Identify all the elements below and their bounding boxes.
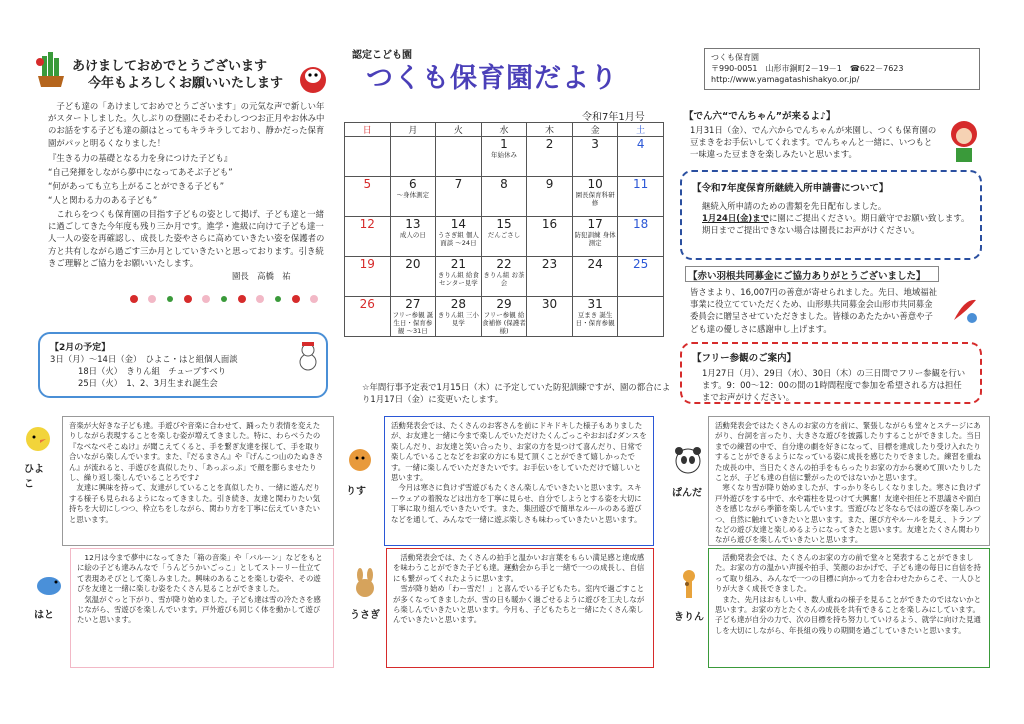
daruma-icon [298, 62, 328, 94]
greeting-line2: 今年もよろしくお願いいたします [88, 76, 284, 91]
class-text: 活動発表会では、たくさんのお客さんを前にドキドキした様子もありましたが、お友達と一緒に今まで楽しんでいただけたくんごっこやおおば♪ダンスを楽しんだり、お友達と笑い合ったり、お家の方を見つけて喜んだり、日常で楽しんでいることなどをお家の方にも見て頂くことができて嬉しかったです。一緒に楽しんでいただきたいです。お手伝いをしていただけで嬉しいと思います。 今月は寒さに負けず雪遊びもたくさん楽しんでいきたいと思います。スキーウェアの着脱などは出方を丁寧に見らせ、自分でしようとする姿を大切に丁寧に取り組んでいきたいです。また、集団遊びで簡単なルールのある遊びなどを通して、みんなで一緒に遊ぶ楽しさも味わっていきたいと思います。 [391, 421, 647, 524]
application-text-cont: に園にご提出ください。期日厳守でお願い致します。期日までご提出できない場合は園長にお声がけください。 [702, 213, 970, 236]
day-number: 22 [496, 257, 512, 271]
weekday-sat: 土 [618, 123, 664, 137]
class-hato-box [70, 548, 334, 668]
weekday-mon: 月 [390, 123, 436, 137]
calendar-day [618, 177, 664, 217]
motto-3: “人と関わる力のある子ども” [48, 195, 158, 205]
motto-title: 『生きる力の基礎となる力を身につけた子ども』 [48, 153, 233, 163]
class-text: 12月は今まで夢中になってきた「箱の音楽」や「バルーン」などをもとに絵の子ども達みんなで「うんどうかいごっこ」としてストーリー仕立てて表現あそびとして楽しみました。興味のあることを楽しむ姿や、その遊びを友達と一緒に楽しむ姿をたくさん見ることができました。 気温がぐっと下がり、雪が降り始めました。子ども達は雪の冷たさを感じながら、雪遊びを楽しんでいます。戸外遊びも同じく体を動かして遊びたいと思います。 [77, 553, 323, 625]
calendar-day [527, 297, 573, 337]
calendar-day [572, 257, 618, 297]
school-name: つくも保育園 [711, 53, 759, 62]
calendar-week [345, 297, 664, 337]
address: 〒990-0051 山形市銅町2－19－1 [711, 64, 842, 73]
feb-schedule-item: 3日（月）～14日（金） ひよこ・はと組個人面談 [50, 354, 238, 364]
day-event: フリー参観 誕生日・保育参観 ～31日 [392, 311, 434, 335]
day-number: 27 [405, 297, 421, 311]
weekday-tue: 火 [436, 123, 482, 137]
day-number: 26 [359, 297, 375, 311]
day-number: 10 [587, 177, 603, 191]
dendenchan-mascot-icon [944, 118, 984, 168]
header-subtitle: 認定こども園 [352, 50, 412, 61]
feb-schedule-title: 【2月の予定】 [50, 343, 111, 353]
calendar-day [572, 137, 618, 177]
class-risu-box [384, 416, 654, 546]
day-number: 13 [405, 217, 421, 231]
calendar [344, 122, 664, 337]
application-deadline: 1月24日(金)まで [702, 213, 770, 224]
weekday-fri: 金 [572, 123, 618, 137]
newsletter-title: つくも保育園だより [366, 63, 618, 94]
greeting [72, 58, 283, 92]
principal-name: 園長 高橋 祐 [232, 271, 291, 281]
day-number: 11 [633, 177, 649, 191]
day-number: 20 [405, 257, 421, 271]
day-number: 14 [450, 217, 467, 231]
greeting-line1: あけましておめでとうございます [72, 59, 268, 74]
class-usagi-box [386, 548, 654, 668]
dendenchan-text: 1月31日（金）、でん六からでんちゃんが来園し、つくも保育園の豆まきをお手伝いしてくれます。でんちゃんと一緒に、いつもと一味違った豆まきを楽しみたいと思います。 [690, 125, 937, 160]
class-text: 活動発表会では、たくさんの拍手と温かいお言葉をもらい満足感と達成感を味わうことができた子ども達。運動会から手と一緒で一つの成長し、自信にも繋がってくれたように思います。 雪が降り始め「わー雪だ！」と喜んでいる子どもたち。室内で過ごすことが多くなってきましたが、雪の日も暖かく過ごせるように遊びを工夫しながら楽しんでいきたいと思います。今月も、子どもたちと一緒にたくさん楽しんでいきたいと思います。 [393, 553, 645, 625]
calendar-day [481, 257, 527, 297]
day-number: 18 [633, 217, 649, 231]
calendar-day [527, 217, 573, 257]
class-text: 音楽が大好きな子ども達。手遊びや音楽に合わせて、踊ったり表情を変えたりしながら表現することを楽しむ姿が増えてきました。特に、わらべうたの『なべなべそこぬけ』が聞こえてくると、手を繋ぎ友達を探して、手を取り合いながら楽しんでいます。また、『だるまさん』や『げんこつ山のたぬきさん』が流れると、手遊びを真似したり、「あっぷっぷ」で顔を膨らませたりし、繰り返し楽しんでいることろです♪ 友達に興味を持って、友達がしていることを真似したり、一緒に遊んだりする様子も見られるようになってきました。引き続き、友達と関わりたい気持ちを大切にしつつ、枠立ちをしながら、関わり方を丁寧に伝えていきたいと思います。 [69, 421, 324, 524]
day-event: きりん組 三小見学 [437, 311, 479, 327]
calendar-day [345, 137, 391, 177]
day-event: 成人の日 [399, 231, 426, 239]
day-event: きりん組 給食センター見学 [437, 271, 479, 287]
free-visit-text: 1月27日（月）、29日（水）、30日（木）の三日間でフリー参観を行います。9：00～12：00の間の1時間程度で参加を希望される方は担任までお声がけください。 [702, 368, 966, 403]
class-hiyoko-mascot [24, 426, 52, 490]
calendar-day [345, 217, 391, 257]
contact-box [704, 48, 980, 90]
day-number: 15 [496, 217, 512, 231]
calendar-day [481, 177, 527, 217]
day-number: 1 [500, 137, 508, 151]
free-visit-title: 【フリー参観のご案内】 [692, 353, 797, 364]
flower-divider [128, 290, 328, 302]
calendar-week [345, 137, 664, 177]
day-number: 17 [587, 217, 603, 231]
day-event: うさぎ組 個人面談 ～24日 [437, 231, 479, 247]
day-number: 5 [363, 177, 372, 191]
application-notice-box [680, 170, 982, 260]
application-title: 【令和7年度保育所継続入所申請書について】 [692, 183, 889, 194]
day-number: 21 [450, 257, 467, 271]
calendar-day [390, 177, 436, 217]
calendar-day [481, 217, 527, 257]
intro-paragraph-1: 子ども達の「あけましておめでとうございます」の元気な声で新しい年がスタートしました。久しぶりの登園にそわそわしつつお正月やお休み中のお話をする子ども達の顔はとってもキラキラしており、静かだった保育園がパッと明るくなりました！ [48, 101, 325, 148]
motto-1: “自己発揮をしながら夢中になってあそぶ子ども” [48, 167, 233, 177]
day-event: 年始休み [490, 151, 517, 159]
class-usagi-mascot [350, 568, 382, 621]
feb-schedule-box [38, 332, 328, 398]
class-text: 活動発表会では、たくさんのお家の方の前で堂々と発表することができました。お家の方の温かい声援や拍手、笑顔のおかげで、子ども達の毎日に自信を持って取り組み、みんなで一つの目標に向かって力を合わせたからこそ、一人ひとりが大きく成長できました。 また、先月はおもしい中、数人重ねの様子を見ることができたのではないかと思います。お家の方とたくさんの成長を共有できることを楽しみにしています。子ども達が自分の力で、次の目標を持ち努力していけるよう、就学に向けた見通しを大切にしながら、年長組の残りの期間を過ごしていきたいと思います。 [715, 553, 982, 635]
calendar-day [436, 177, 482, 217]
dendenchan-title: 【でん六“でんちゃん”が来るよ♪】 [684, 111, 836, 122]
class-hiyoko-box [62, 416, 334, 546]
calendar-day [390, 137, 436, 177]
calendar-day [390, 297, 436, 337]
free-visit-box [680, 342, 982, 404]
calendar-day [436, 297, 482, 337]
calendar-day [527, 137, 573, 177]
calendar-day [527, 177, 573, 217]
day-number: 7 [454, 177, 463, 191]
class-name: ぱんだ [672, 488, 702, 499]
class-hato-mascot [34, 572, 66, 621]
day-number: 2 [545, 137, 554, 151]
calendar-day [345, 297, 391, 337]
calendar-week [345, 257, 664, 297]
day-event: きりん組 お茶会 [483, 271, 525, 287]
calendar-day [618, 137, 664, 177]
class-name: うさぎ [350, 610, 380, 621]
class-text: 活動発表会ではたくさんのお家の方を前に、緊張しながらも堂々とステージにあがり、台詞を言ったり、大きさな遊びを披露したりすることができました。当日までの練習の中で、自分達の劇を好きになって、目標を達成したり受け入れたりすることができるようになっている姿に成長を感じたりできました。練習を重ねた成長の中、当日たくさんの拍手をもらったりお家の方から褒めて頂いたりしたことが、子ども達の自信に繋がったのではないかと思います。 寒くなり雪が降り始めましたが、すっかり冬らしくなりました。寒さに負けず戸外遊びをする中で、水や霜柱を見つけて大興奮！友達や担任と不思議さや面白さを感じながら季節を楽しんでいます。雪遊びなど冬ならではの遊びを楽しみつつ、自然に触れていきたいと思います。また、運び方やルールを見え、トランプなどの遊び友達と楽しめるようになってきたと思います。友達とたくさん関わりながら遊びを楽しんでいきたいと思います。 [715, 421, 982, 545]
calendar-day [481, 137, 527, 177]
motto-2: “何があっても立ち上がることができる子ども” [48, 181, 225, 191]
calendar-day [527, 257, 573, 297]
calendar-day [572, 297, 618, 337]
class-name: りす [346, 486, 366, 497]
snowman-icon [296, 342, 320, 376]
day-number: 25 [633, 257, 649, 271]
day-number: 8 [500, 177, 508, 191]
website-link[interactable]: http://www.yamagatashishakyo.or.jp/ [711, 75, 860, 84]
day-event: ～身体測定 [396, 191, 430, 199]
class-name: はと [34, 610, 54, 621]
day-number: 23 [541, 257, 558, 271]
calendar-week [345, 177, 664, 217]
phone: ☎622－7623 [849, 64, 904, 73]
calendar-day [436, 257, 482, 297]
calendar-note: ☆年間行事予定表で1月15日（木）に予定していた防犯訓練ですが、園の都合により1月17日（金）に変更いたします。 [362, 382, 671, 405]
intro-paragraph-2: これらをつくも保育園の目指す子どもの姿として掲げ、子ども達と一緒に過ごしてきた今年度も残り三か月です。進学・進級に向けて子ども達一人一人の姿を再確認し、成長した姿やさらに高めていきたい姿を保護者の方と共有しながら過ごす三か月としていきたいと思っております。引き続きご理解とご協力をお願いいたします。 [48, 209, 325, 268]
calendar-day [345, 177, 391, 217]
class-panda-box [708, 416, 990, 546]
day-number: 28 [450, 297, 467, 311]
day-number: 6 [409, 177, 417, 191]
day-number: 9 [545, 177, 554, 191]
issue-date: 令和7年1月号 [582, 112, 645, 123]
class-risu-mascot [346, 446, 378, 497]
calendar-day [345, 257, 391, 297]
calendar-day [436, 137, 482, 177]
kadomatsu-icon [34, 50, 68, 88]
red-feather-text: 皆さまより、16,007円の善意が寄せられました。先日、地域福祉事業に役立てていただくため、山形県共同募金会山形市共同募金委員会に贈呈させていただきました。皆様のあたたかい善意や子ども達の優しさに感謝申し上げます。 [690, 287, 938, 334]
calendar-day [572, 177, 618, 217]
day-number: 4 [636, 137, 645, 151]
day-number: 3 [591, 137, 599, 151]
day-number: 30 [541, 297, 558, 311]
weekday-sun: 日 [345, 123, 391, 137]
day-event: 防犯訓練 身体測定 [574, 231, 616, 247]
weekday-wed: 水 [481, 123, 527, 137]
calendar-day [618, 217, 664, 257]
day-number: 16 [541, 217, 558, 231]
calendar-day [618, 257, 664, 297]
day-event: だんごさし [487, 231, 521, 239]
calendar-day [390, 217, 436, 257]
application-text: 継続入所申請のための書類を先日配布しました。 [702, 201, 887, 211]
day-number: 29 [496, 297, 512, 311]
day-number: 19 [359, 257, 375, 271]
day-event: 豆まき 誕生日・保育参観 [575, 311, 615, 327]
day-event: フリー参観 給食補修 (保護者様) [482, 311, 526, 335]
day-event: 園長保育科研修 [575, 191, 615, 207]
class-panda-mascot [672, 446, 708, 499]
calendar-week [345, 217, 664, 257]
calendar-day [481, 297, 527, 337]
red-feather-icon [950, 296, 980, 328]
class-name: きりん [674, 612, 704, 623]
class-kirin-mascot [674, 570, 710, 623]
feb-schedule-item: 25日（火） 1、2、3月生まれ誕生会 [78, 378, 218, 389]
class-kirin-box [708, 548, 990, 668]
red-feather-title: 【赤い羽根共同募金にご協力ありがとうございました】 [688, 271, 926, 282]
day-number: 12 [359, 217, 375, 231]
weekday-thu: 木 [527, 123, 573, 137]
feb-schedule-item: 18日（火） きりん組 チューブすべり [78, 366, 226, 377]
day-number: 31 [587, 297, 603, 311]
calendar-day [390, 257, 436, 297]
calendar-day [618, 297, 664, 337]
class-name: ひよこ [24, 464, 44, 490]
calendar-day [436, 217, 482, 257]
day-number: 24 [587, 257, 603, 271]
calendar-day [572, 217, 618, 257]
